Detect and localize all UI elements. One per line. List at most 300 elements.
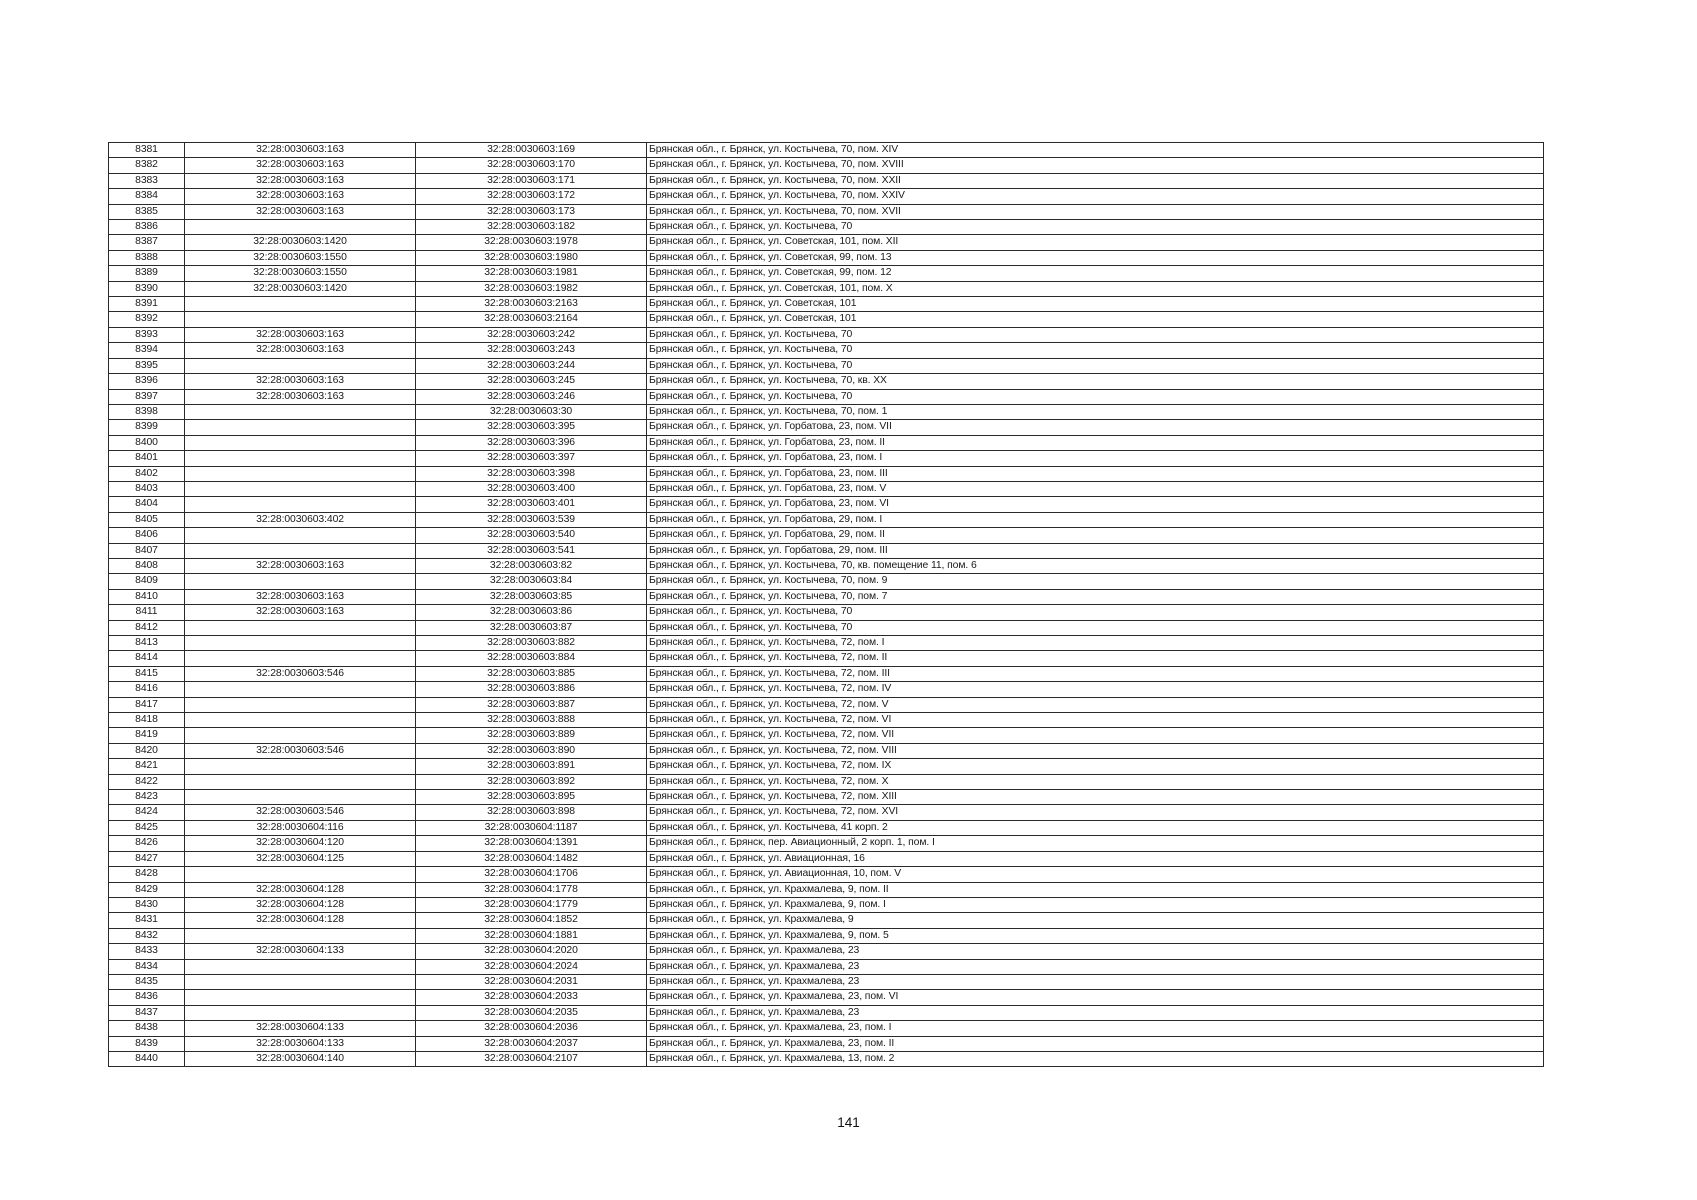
parent-cadastral-number-cell: [185, 481, 416, 496]
table-row: [109, 281, 1544, 296]
row-number-cell: 8384: [109, 189, 185, 204]
parent-cadastral-number-cell: 32:28:0030603:546: [185, 666, 416, 681]
table-row: [109, 312, 1544, 327]
row-number-cell: 8410: [109, 589, 185, 604]
cadastral-number-cell: 32:28:0030604:2020: [416, 944, 647, 959]
row-number-cell: 8388: [109, 250, 185, 265]
parent-cadastral-number-cell: 32:28:0030603:1420: [185, 235, 416, 250]
address-cell: Брянская обл., г. Брянск, ул. Горбатова, 23, пом. VI: [647, 497, 1544, 512]
address-cell: Брянская обл., г. Брянск, ул. Костычева, 70, пом. XVII: [647, 204, 1544, 219]
parent-cadastral-number-cell: [185, 358, 416, 373]
address-cell: Брянская обл., г. Брянск, ул. Костычева, 70, пом. XVIII: [647, 158, 1544, 173]
address-cell: Брянская обл., г. Брянск, ул. Горбатова, 23, пом. III: [647, 466, 1544, 481]
row-number-cell: 8387: [109, 235, 185, 250]
address-cell: Брянская обл., г. Брянск, ул. Крахмалева, 9: [647, 913, 1544, 928]
table-row: [109, 189, 1544, 204]
table-row: [109, 713, 1544, 728]
parent-cadastral-number-cell: [185, 620, 416, 635]
parent-cadastral-number-cell: 32:28:0030603:163: [185, 558, 416, 573]
table-row: [109, 558, 1544, 573]
cadastral-number-cell: 32:28:0030603:30: [416, 404, 647, 419]
cadastral-number-cell: 32:28:0030604:1706: [416, 867, 647, 882]
address-cell: Брянская обл., г. Брянск, ул. Крахмалева, 23: [647, 944, 1544, 959]
row-number-cell: 8395: [109, 358, 185, 373]
row-number-cell: 8434: [109, 959, 185, 974]
row-number-cell: 8405: [109, 512, 185, 527]
table-row: [109, 420, 1544, 435]
address-cell: Брянская обл., г. Брянск, ул. Костычева, 72, пом. XVI: [647, 805, 1544, 820]
table-row: [109, 435, 1544, 450]
table-row: [109, 867, 1544, 882]
table-row: [109, 913, 1544, 928]
row-number-cell: 8403: [109, 481, 185, 496]
address-cell: Брянская обл., г. Брянск, ул. Костычева, 70: [647, 220, 1544, 235]
cadastral-number-cell: 32:28:0030604:1778: [416, 882, 647, 897]
table-row: [109, 451, 1544, 466]
cadastral-number-cell: 32:28:0030603:243: [416, 343, 647, 358]
address-cell: Брянская обл., г. Брянск, ул. Костычева, 70: [647, 389, 1544, 404]
row-number-cell: 8420: [109, 743, 185, 758]
parent-cadastral-number-cell: 32:28:0030604:133: [185, 1021, 416, 1036]
cadastral-number-cell: 32:28:0030603:84: [416, 574, 647, 589]
address-cell: Брянская обл., г. Брянск, ул. Горбатова, 23, пом. V: [647, 481, 1544, 496]
address-cell: Брянская обл., г. Брянск, ул. Костычева, 70, пом. XIV: [647, 143, 1544, 158]
address-cell: Брянская обл., г. Брянск, ул. Советская, 101, пом. XII: [647, 235, 1544, 250]
parent-cadastral-number-cell: 32:28:0030604:128: [185, 913, 416, 928]
parent-cadastral-number-cell: [185, 574, 416, 589]
address-cell: Брянская обл., г. Брянск, ул. Крахмалева, 23, пом. I: [647, 1021, 1544, 1036]
row-number-cell: 8392: [109, 312, 185, 327]
table-row: [109, 574, 1544, 589]
page-number: 141: [837, 1115, 860, 1130]
cadastral-number-cell: 32:28:0030604:1779: [416, 897, 647, 912]
address-cell: Брянская обл., г. Брянск, ул. Костычева, 72, пом. I: [647, 636, 1544, 651]
cadastral-number-cell: 32:28:0030603:1980: [416, 250, 647, 265]
table-row: [109, 605, 1544, 620]
address-cell: Брянская обл., г. Брянск, ул. Костычева, 70: [647, 605, 1544, 620]
cadastral-number-cell: 32:28:0030603:1978: [416, 235, 647, 250]
table-body: [109, 143, 1544, 1067]
parent-cadastral-number-cell: 32:28:0030603:163: [185, 374, 416, 389]
row-number-cell: 8406: [109, 528, 185, 543]
table-row: [109, 358, 1544, 373]
table-row: [109, 682, 1544, 697]
row-number-cell: 8409: [109, 574, 185, 589]
address-cell: Брянская обл., г. Брянск, ул. Костычева, 72, пом. IV: [647, 682, 1544, 697]
table-row: [109, 790, 1544, 805]
table-row: [109, 990, 1544, 1005]
row-number-cell: 8386: [109, 220, 185, 235]
row-number-cell: 8423: [109, 790, 185, 805]
address-cell: Брянская обл., г. Брянск, ул. Костычева, 70, пом. XXII: [647, 173, 1544, 188]
row-number-cell: 8429: [109, 882, 185, 897]
parent-cadastral-number-cell: [185, 713, 416, 728]
address-cell: Брянская обл., г. Брянск, ул. Советская, 101: [647, 297, 1544, 312]
row-number-cell: 8393: [109, 327, 185, 342]
parent-cadastral-number-cell: 32:28:0030603:163: [185, 589, 416, 604]
table-row: [109, 204, 1544, 219]
address-cell: Брянская обл., г. Брянск, ул. Костычева, 70: [647, 620, 1544, 635]
table-row: [109, 959, 1544, 974]
row-number-cell: 8402: [109, 466, 185, 481]
parent-cadastral-number-cell: [185, 1005, 416, 1020]
row-number-cell: 8391: [109, 297, 185, 312]
cadastral-number-cell: 32:28:0030603:540: [416, 528, 647, 543]
row-number-cell: 8412: [109, 620, 185, 635]
cadastral-number-cell: 32:28:0030604:1187: [416, 820, 647, 835]
parent-cadastral-number-cell: 32:28:0030603:163: [185, 327, 416, 342]
address-cell: Брянская обл., г. Брянск, ул. Горбатова, 29, пом. II: [647, 528, 1544, 543]
cadastral-number-cell: 32:28:0030603:242: [416, 327, 647, 342]
row-number-cell: 8437: [109, 1005, 185, 1020]
parent-cadastral-number-cell: [185, 451, 416, 466]
cadastral-number-cell: 32:28:0030603:895: [416, 790, 647, 805]
row-number-cell: 8435: [109, 974, 185, 989]
address-cell: Брянская обл., г. Брянск, ул. Костычева, 70, пом. XXIV: [647, 189, 1544, 204]
parent-cadastral-number-cell: [185, 220, 416, 235]
address-cell: Брянская обл., г. Брянск, ул. Костычева, 72, пом. III: [647, 666, 1544, 681]
parent-cadastral-number-cell: [185, 759, 416, 774]
table-row: [109, 374, 1544, 389]
row-number-cell: 8407: [109, 543, 185, 558]
address-cell: Брянская обл., г. Брянск, ул. Крахмалева, 9, пом. I: [647, 897, 1544, 912]
parent-cadastral-number-cell: 32:28:0030603:163: [185, 204, 416, 219]
parent-cadastral-number-cell: 32:28:0030604:140: [185, 1051, 416, 1066]
address-cell: Брянская обл., г. Брянск, ул. Костычева, 70, пом. 1: [647, 404, 1544, 419]
parent-cadastral-number-cell: [185, 297, 416, 312]
parent-cadastral-number-cell: 32:28:0030604:128: [185, 882, 416, 897]
row-number-cell: 8418: [109, 713, 185, 728]
address-cell: Брянская обл., г. Брянск, ул. Костычева, 72, пом. VI: [647, 713, 1544, 728]
cadastral-number-cell: 32:28:0030604:1881: [416, 928, 647, 943]
cadastral-number-cell: 32:28:0030603:882: [416, 636, 647, 651]
table-row: [109, 297, 1544, 312]
cadastral-number-cell: 32:28:0030603:886: [416, 682, 647, 697]
cadastral-number-cell: 32:28:0030604:1852: [416, 913, 647, 928]
row-number-cell: 8439: [109, 1036, 185, 1051]
table-row: [109, 1036, 1544, 1051]
parent-cadastral-number-cell: 32:28:0030603:163: [185, 343, 416, 358]
row-number-cell: 8415: [109, 666, 185, 681]
address-cell: Брянская обл., г. Брянск, ул. Крахмалева, 9, пом. 5: [647, 928, 1544, 943]
parent-cadastral-number-cell: [185, 651, 416, 666]
parent-cadastral-number-cell: 32:28:0030604:125: [185, 851, 416, 866]
cadastral-number-cell: 32:28:0030603:246: [416, 389, 647, 404]
row-number-cell: 8398: [109, 404, 185, 419]
parent-cadastral-number-cell: [185, 466, 416, 481]
address-cell: Брянская обл., г. Брянск, ул. Крахмалева, 9, пом. II: [647, 882, 1544, 897]
cadastral-number-cell: 32:28:0030603:1981: [416, 266, 647, 281]
table-row: [109, 481, 1544, 496]
table-row: [109, 743, 1544, 758]
cadastral-number-cell: 32:28:0030603:400: [416, 481, 647, 496]
row-number-cell: 8440: [109, 1051, 185, 1066]
table-row: [109, 928, 1544, 943]
row-number-cell: 8414: [109, 651, 185, 666]
parent-cadastral-number-cell: 32:28:0030604:133: [185, 944, 416, 959]
cadastral-number-cell: 32:28:0030604:2033: [416, 990, 647, 1005]
row-number-cell: 8399: [109, 420, 185, 435]
address-cell: Брянская обл., г. Брянск, ул. Крахмалева, 13, пом. 2: [647, 1051, 1544, 1066]
cadastral-number-cell: 32:28:0030603:2163: [416, 297, 647, 312]
table-row: [109, 1021, 1544, 1036]
address-cell: Брянская обл., г. Брянск, ул. Костычева, 70: [647, 343, 1544, 358]
table-row: [109, 235, 1544, 250]
cadastral-number-cell: 32:28:0030603:182: [416, 220, 647, 235]
row-number-cell: 8417: [109, 697, 185, 712]
table-row: [109, 728, 1544, 743]
parent-cadastral-number-cell: [185, 404, 416, 419]
address-cell: Брянская обл., г. Брянск, ул. Костычева, 72, пом. II: [647, 651, 1544, 666]
row-number-cell: 8424: [109, 805, 185, 820]
cadastral-number-cell: 32:28:0030604:1482: [416, 851, 647, 866]
cadastral-number-cell: 32:28:0030603:898: [416, 805, 647, 820]
address-cell: Брянская обл., г. Брянск, ул. Костычева, 72, пом. X: [647, 774, 1544, 789]
table-row: [109, 836, 1544, 851]
parent-cadastral-number-cell: [185, 728, 416, 743]
parent-cadastral-number-cell: [185, 420, 416, 435]
cadastral-number-cell: 32:28:0030603:892: [416, 774, 647, 789]
table-row: [109, 589, 1544, 604]
cadastral-number-cell: 32:28:0030604:2024: [416, 959, 647, 974]
address-cell: Брянская обл., г. Брянск, ул. Костычева, 41 корп. 2: [647, 820, 1544, 835]
table-row: [109, 528, 1544, 543]
parent-cadastral-number-cell: 32:28:0030603:163: [185, 189, 416, 204]
address-cell: Брянская обл., г. Брянск, ул. Горбатова, 23, пом. VII: [647, 420, 1544, 435]
row-number-cell: 8404: [109, 497, 185, 512]
row-number-cell: 8422: [109, 774, 185, 789]
row-number-cell: 8427: [109, 851, 185, 866]
parent-cadastral-number-cell: 32:28:0030603:546: [185, 805, 416, 820]
row-number-cell: 8433: [109, 944, 185, 959]
row-number-cell: 8401: [109, 451, 185, 466]
table-row: [109, 266, 1544, 281]
row-number-cell: 8389: [109, 266, 185, 281]
table-row: [109, 944, 1544, 959]
address-cell: Брянская обл., г. Брянск, ул. Костычева, 70, пом. 9: [647, 574, 1544, 589]
table-row: [109, 173, 1544, 188]
parent-cadastral-number-cell: 32:28:0030603:163: [185, 389, 416, 404]
table-row: [109, 666, 1544, 681]
table-row: [109, 220, 1544, 235]
table-row: [109, 512, 1544, 527]
cadastral-number-cell: 32:28:0030603:244: [416, 358, 647, 373]
address-cell: Брянская обл., г. Брянск, ул. Костычева, 70, пом. 7: [647, 589, 1544, 604]
parent-cadastral-number-cell: [185, 959, 416, 974]
table-row: [109, 897, 1544, 912]
address-cell: Брянская обл., г. Брянск, ул. Костычева, 72, пом. VII: [647, 728, 1544, 743]
table-row: [109, 620, 1544, 635]
cadastral-number-cell: 32:28:0030603:86: [416, 605, 647, 620]
row-number-cell: 8425: [109, 820, 185, 835]
table-row: [109, 158, 1544, 173]
table-row: [109, 404, 1544, 419]
row-number-cell: 8428: [109, 867, 185, 882]
table-row: [109, 851, 1544, 866]
parent-cadastral-number-cell: 32:28:0030604:116: [185, 820, 416, 835]
cadastral-number-cell: 32:28:0030604:2031: [416, 974, 647, 989]
row-number-cell: 8394: [109, 343, 185, 358]
row-number-cell: 8383: [109, 173, 185, 188]
parent-cadastral-number-cell: 32:28:0030603:163: [185, 158, 416, 173]
row-number-cell: 8432: [109, 928, 185, 943]
table-row: [109, 774, 1544, 789]
address-cell: Брянская обл., г. Брянск, ул. Костычева, 72, пом. IX: [647, 759, 1544, 774]
parent-cadastral-number-cell: [185, 974, 416, 989]
row-number-cell: 8438: [109, 1021, 185, 1036]
cadastral-number-cell: 32:28:0030603:245: [416, 374, 647, 389]
address-cell: Брянская обл., г. Брянск, пер. Авиационный, 2 корп. 1, пом. I: [647, 836, 1544, 851]
parent-cadastral-number-cell: [185, 682, 416, 697]
cadastral-number-cell: 32:28:0030603:2164: [416, 312, 647, 327]
address-cell: Брянская обл., г. Брянск, ул. Костычева, 72, пом. VIII: [647, 743, 1544, 758]
cadastral-number-cell: 32:28:0030603:169: [416, 143, 647, 158]
address-cell: Брянская обл., г. Брянск, ул. Костычева, 70, кв. XX: [647, 374, 1544, 389]
cadastral-number-cell: 32:28:0030603:541: [416, 543, 647, 558]
address-cell: Брянская обл., г. Брянск, ул. Крахмалева, 23: [647, 959, 1544, 974]
table-row: [109, 974, 1544, 989]
row-number-cell: 8385: [109, 204, 185, 219]
cadastral-number-cell: 32:28:0030603:539: [416, 512, 647, 527]
address-cell: Брянская обл., г. Брянск, ул. Авиационная, 16: [647, 851, 1544, 866]
table-row: [109, 759, 1544, 774]
parent-cadastral-number-cell: [185, 990, 416, 1005]
cadastral-number-cell: 32:28:0030603:87: [416, 620, 647, 635]
parent-cadastral-number-cell: [185, 636, 416, 651]
table-row: [109, 1051, 1544, 1066]
table-row: [109, 543, 1544, 558]
row-number-cell: 8382: [109, 158, 185, 173]
row-number-cell: 8408: [109, 558, 185, 573]
address-cell: Брянская обл., г. Брянск, ул. Горбатова, 29, пом. III: [647, 543, 1544, 558]
table-row: [109, 1005, 1544, 1020]
address-cell: Брянская обл., г. Брянск, ул. Костычева, 70: [647, 358, 1544, 373]
address-cell: Брянская обл., г. Брянск, ул. Костычева, 70, кв. помещение 11, пом. 6: [647, 558, 1544, 573]
cadastral-number-cell: 32:28:0030603:889: [416, 728, 647, 743]
address-cell: Брянская обл., г. Брянск, ул. Костычева, 72, пом. V: [647, 697, 1544, 712]
address-cell: Брянская обл., г. Брянск, ул. Советская, 101: [647, 312, 1544, 327]
cadastral-number-cell: 32:28:0030603:82: [416, 558, 647, 573]
parent-cadastral-number-cell: 32:28:0030604:120: [185, 836, 416, 851]
cadastral-number-cell: 32:28:0030603:884: [416, 651, 647, 666]
cadastral-number-cell: 32:28:0030603:401: [416, 497, 647, 512]
cadastral-number-cell: 32:28:0030604:2035: [416, 1005, 647, 1020]
address-cell: Брянская обл., г. Брянск, ул. Советская, 99, пом. 12: [647, 266, 1544, 281]
cadastral-number-cell: 32:28:0030603:172: [416, 189, 647, 204]
cadastral-number-cell: 32:28:0030603:891: [416, 759, 647, 774]
parent-cadastral-number-cell: [185, 697, 416, 712]
cadastral-number-cell: 32:28:0030604:2107: [416, 1051, 647, 1066]
row-number-cell: 8419: [109, 728, 185, 743]
address-cell: Брянская обл., г. Брянск, ул. Костычева, 70: [647, 327, 1544, 342]
table-row: [109, 820, 1544, 835]
address-cell: Брянская обл., г. Брянск, ул. Крахмалева, 23, пом. VI: [647, 990, 1544, 1005]
table-row: [109, 636, 1544, 651]
parent-cadastral-number-cell: [185, 774, 416, 789]
address-cell: Брянская обл., г. Брянск, ул. Советская, 101, пом. X: [647, 281, 1544, 296]
parent-cadastral-number-cell: [185, 528, 416, 543]
address-cell: Брянская обл., г. Брянск, ул. Крахмалева, 23: [647, 974, 1544, 989]
cadastral-number-cell: 32:28:0030603:1982: [416, 281, 647, 296]
row-number-cell: 8400: [109, 435, 185, 450]
cadastral-number-cell: 32:28:0030604:2036: [416, 1021, 647, 1036]
property-registry-table: [108, 142, 1544, 1067]
row-number-cell: 8390: [109, 281, 185, 296]
table-row: [109, 143, 1544, 158]
cadastral-number-cell: 32:28:0030603:170: [416, 158, 647, 173]
table-row: [109, 651, 1544, 666]
table-row: [109, 882, 1544, 897]
row-number-cell: 8413: [109, 636, 185, 651]
cadastral-number-cell: 32:28:0030603:85: [416, 589, 647, 604]
parent-cadastral-number-cell: [185, 928, 416, 943]
parent-cadastral-number-cell: 32:28:0030603:163: [185, 173, 416, 188]
parent-cadastral-number-cell: 32:28:0030604:128: [185, 897, 416, 912]
row-number-cell: 8431: [109, 913, 185, 928]
address-cell: Брянская обл., г. Брянск, ул. Горбатова, 23, пом. I: [647, 451, 1544, 466]
parent-cadastral-number-cell: 32:28:0030603:1420: [185, 281, 416, 296]
table-row: [109, 343, 1544, 358]
address-cell: Брянская обл., г. Брянск, ул. Горбатова, 29, пом. I: [647, 512, 1544, 527]
row-number-cell: 8381: [109, 143, 185, 158]
address-cell: Брянская обл., г. Брянск, ул. Костычева, 72, пом. XIII: [647, 790, 1544, 805]
table-row: [109, 497, 1544, 512]
table-row: [109, 327, 1544, 342]
parent-cadastral-number-cell: [185, 543, 416, 558]
table-row: [109, 389, 1544, 404]
address-cell: Брянская обл., г. Брянск, ул. Авиационная, 10, пом. V: [647, 867, 1544, 882]
row-number-cell: 8397: [109, 389, 185, 404]
parent-cadastral-number-cell: [185, 790, 416, 805]
parent-cadastral-number-cell: 32:28:0030603:1550: [185, 266, 416, 281]
table-row: [109, 697, 1544, 712]
row-number-cell: 8436: [109, 990, 185, 1005]
cadastral-number-cell: 32:28:0030603:171: [416, 173, 647, 188]
cadastral-number-cell: 32:28:0030604:1391: [416, 836, 647, 851]
cadastral-number-cell: 32:28:0030603:397: [416, 451, 647, 466]
parent-cadastral-number-cell: 32:28:0030603:1550: [185, 250, 416, 265]
cadastral-number-cell: 32:28:0030603:885: [416, 666, 647, 681]
row-number-cell: 8396: [109, 374, 185, 389]
cadastral-number-cell: 32:28:0030603:395: [416, 420, 647, 435]
table-row: [109, 250, 1544, 265]
parent-cadastral-number-cell: [185, 497, 416, 512]
cadastral-number-cell: 32:28:0030603:396: [416, 435, 647, 450]
cadastral-number-cell: 32:28:0030603:398: [416, 466, 647, 481]
cadastral-number-cell: 32:28:0030603:890: [416, 743, 647, 758]
cadastral-number-cell: 32:28:0030603:887: [416, 697, 647, 712]
table-row: [109, 466, 1544, 481]
parent-cadastral-number-cell: 32:28:0030603:163: [185, 605, 416, 620]
cadastral-number-cell: 32:28:0030603:173: [416, 204, 647, 219]
address-cell: Брянская обл., г. Брянск, ул. Советская, 99, пом. 13: [647, 250, 1544, 265]
cadastral-number-cell: 32:28:0030604:2037: [416, 1036, 647, 1051]
row-number-cell: 8411: [109, 605, 185, 620]
parent-cadastral-number-cell: 32:28:0030603:546: [185, 743, 416, 758]
row-number-cell: 8426: [109, 836, 185, 851]
parent-cadastral-number-cell: 32:28:0030603:163: [185, 143, 416, 158]
parent-cadastral-number-cell: [185, 312, 416, 327]
row-number-cell: 8430: [109, 897, 185, 912]
row-number-cell: 8416: [109, 682, 185, 697]
parent-cadastral-number-cell: [185, 867, 416, 882]
address-cell: Брянская обл., г. Брянск, ул. Крахмалева, 23, пом. II: [647, 1036, 1544, 1051]
parent-cadastral-number-cell: [185, 435, 416, 450]
table-row: [109, 805, 1544, 820]
cadastral-number-cell: 32:28:0030603:888: [416, 713, 647, 728]
parent-cadastral-number-cell: 32:28:0030603:402: [185, 512, 416, 527]
address-cell: Брянская обл., г. Брянск, ул. Крахмалева, 23: [647, 1005, 1544, 1020]
